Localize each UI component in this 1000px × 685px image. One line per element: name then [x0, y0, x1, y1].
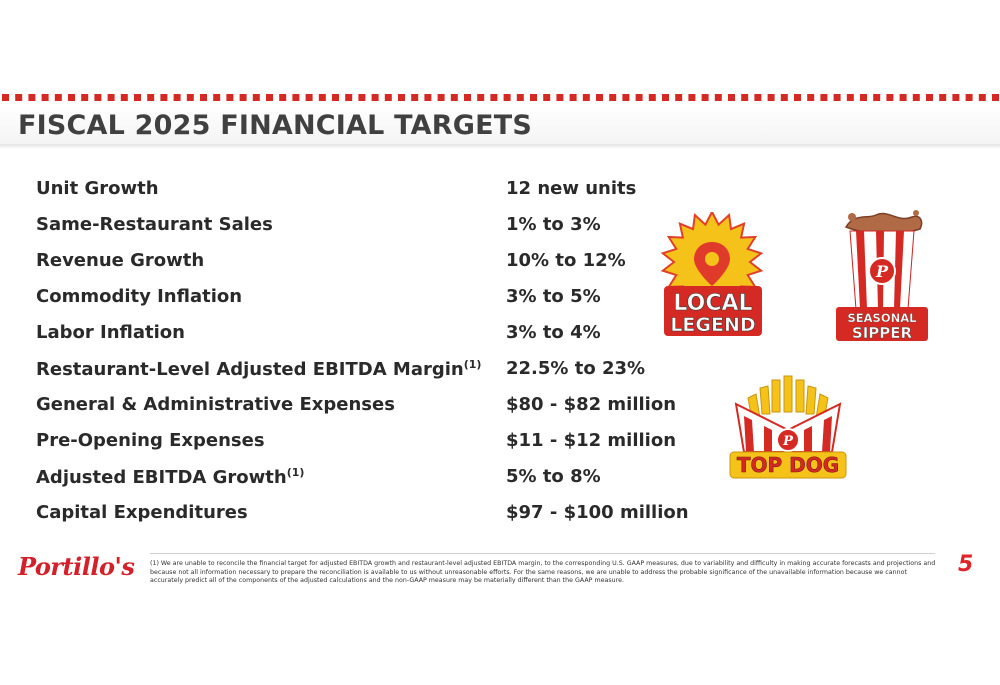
ribbon-dot	[556, 94, 563, 101]
top-dog-badge	[728, 372, 848, 482]
ribbon-dot	[438, 94, 445, 101]
header-divider	[0, 144, 1000, 146]
target-label: Unit Growth	[36, 178, 159, 199]
target-label	[36, 358, 481, 380]
ribbon-dot	[332, 94, 339, 101]
ribbon-dot	[939, 94, 946, 101]
target-label: Revenue Growth	[36, 250, 205, 271]
ribbon-dot	[517, 94, 524, 101]
target-row	[36, 352, 696, 388]
ribbon-dot	[715, 94, 722, 101]
ribbon-dot	[979, 94, 986, 101]
portillos-logo: Portillo's	[18, 552, 135, 581]
ribbon-dot	[319, 94, 326, 101]
target-row	[36, 496, 696, 532]
ribbon-dot	[583, 94, 590, 101]
ribbon-dot	[570, 94, 577, 101]
target-label: Labor Inflation	[36, 322, 185, 343]
ribbon-dot	[2, 94, 9, 101]
ribbon-dot	[675, 94, 682, 101]
ribbon-dot	[372, 94, 379, 101]
target-row	[36, 460, 696, 496]
ribbon-dot	[702, 94, 709, 101]
target-label: Capital Expenditures	[36, 502, 248, 523]
badge-text: TOP DOG	[736, 453, 840, 477]
ribbon-dot	[913, 94, 920, 101]
ribbon-dot	[55, 94, 62, 101]
target-row	[36, 424, 696, 460]
ribbon-dot	[174, 94, 181, 101]
badge-line-2: SIPPER	[851, 324, 913, 342]
footnote-marker: (1)	[463, 358, 482, 371]
ribbon-dot	[464, 94, 471, 101]
ribbon-dot	[490, 94, 497, 101]
ribbon-dot	[15, 94, 22, 101]
ribbon-dot	[279, 94, 286, 101]
crown-letter: P	[783, 434, 793, 449]
ribbon-dot	[728, 94, 735, 101]
badge-line-2: LEGEND	[670, 314, 756, 336]
badge-line-1: SEASONAL	[847, 311, 917, 325]
target-row	[36, 316, 696, 352]
target-label: General & Administrative Expenses	[36, 394, 395, 415]
ribbon-dot	[451, 94, 458, 101]
target-label	[36, 466, 304, 488]
target-row	[36, 280, 696, 316]
ribbon-dot	[134, 94, 141, 101]
badge-line-1: LOCAL	[673, 291, 753, 316]
target-value: 22.5% to 23%	[506, 358, 646, 379]
ribbon-dot	[992, 94, 999, 101]
target-value: $97 - $100 million	[506, 502, 689, 523]
ribbon-dot	[966, 94, 973, 101]
target-label: Same-Restaurant Sales	[36, 214, 273, 235]
ribbon-dot	[768, 94, 775, 101]
target-value: 10% to 12%	[506, 250, 626, 271]
target-label-text: Adjusted EBITDA Growth	[36, 467, 287, 488]
ribbon-dot	[358, 94, 365, 101]
ribbon-dot	[504, 94, 511, 101]
ribbon-dot	[398, 94, 405, 101]
ribbon-dot	[900, 94, 907, 101]
target-label-text: Restaurant-Level Adjusted EBITDA Margin	[36, 359, 464, 380]
ribbon-dot	[834, 94, 841, 101]
target-value: $11 - $12 million	[506, 430, 677, 451]
cup-icon	[846, 210, 922, 309]
target-row	[36, 388, 696, 424]
ribbon-dot	[424, 94, 431, 101]
ribbon-dot	[688, 94, 695, 101]
page-title: FISCAL 2025 FINANCIAL TARGETS	[18, 110, 533, 141]
ribbon-dot	[385, 94, 392, 101]
ribbon-dot	[28, 94, 35, 101]
ribbon-dot	[306, 94, 313, 101]
ribbon-dot	[886, 94, 893, 101]
target-label: Pre-Opening Expenses	[36, 430, 265, 451]
target-value: 3% to 4%	[506, 322, 601, 343]
target-value: 1% to 3%	[506, 214, 601, 235]
footer-divider	[150, 553, 935, 554]
ribbon-dot	[662, 94, 669, 101]
target-value: $80 - $82 million	[506, 394, 677, 415]
ribbon-dot	[609, 94, 616, 101]
ribbon-dot	[200, 94, 207, 101]
ribbon-dot	[226, 94, 233, 101]
target-label: Commodity Inflation	[36, 286, 243, 307]
ribbon-dot	[847, 94, 854, 101]
ribbon-dot	[213, 94, 220, 101]
ribbon-dot	[622, 94, 629, 101]
ribbon-dot	[94, 94, 101, 101]
dotted-ribbon	[0, 93, 1000, 103]
page-number: 5	[958, 552, 974, 577]
local-legend-badge	[652, 212, 772, 342]
target-row	[36, 172, 696, 208]
ribbon-dot	[807, 94, 814, 101]
target-value: 3% to 5%	[506, 286, 601, 307]
ribbon-dot	[292, 94, 299, 101]
target-row	[36, 244, 696, 280]
ribbon-dot	[477, 94, 484, 101]
target-value: 5% to 8%	[506, 466, 601, 487]
ribbon-dot	[741, 94, 748, 101]
ribbon-dot	[411, 94, 418, 101]
ribbon-dot	[81, 94, 88, 101]
cup-letter: P	[875, 262, 889, 281]
ribbon-dot	[794, 94, 801, 101]
ribbon-dot	[240, 94, 247, 101]
ribbon-dot	[952, 94, 959, 101]
ribbon-dot	[121, 94, 128, 101]
footnote-marker: (1)	[286, 466, 305, 479]
ribbon-dot	[42, 94, 49, 101]
ribbon-dot	[266, 94, 273, 101]
seasonal-sipper-badge	[832, 205, 932, 345]
ribbon-dot	[781, 94, 788, 101]
ribbon-dot	[873, 94, 880, 101]
ribbon-dot	[649, 94, 656, 101]
ribbon-dot	[253, 94, 260, 101]
targets-table	[36, 172, 696, 532]
footnote: (1) We are unable to reconcile the financial target for adjusted EBITDA growth and restaurant-level adjusted EBITDA margin, to the corresponding U.S. GAAP measures, due to variability and difficulty in making accurate forecasts and projections and because not all information necessary to prepare the reconciliation is available to us without unreasonable efforts. For the same reasons, we are unable to address the probable significance of the unavailable information because we cannot accurately predict all of the components of the adjusted calculations and the non-GAAP measure may be materially different than the GAAP measure.	[150, 560, 936, 585]
ribbon-dot	[160, 94, 167, 101]
ribbon-dot	[68, 94, 75, 101]
ribbon-dot	[636, 94, 643, 101]
ribbon-dot	[860, 94, 867, 101]
ribbon-dot	[147, 94, 154, 101]
ribbon-dot	[108, 94, 115, 101]
ribbon-dot	[530, 94, 537, 101]
ribbon-dot	[754, 94, 761, 101]
crown-icon	[736, 376, 840, 452]
ribbon-dot	[187, 94, 194, 101]
ribbon-dot	[820, 94, 827, 101]
target-row	[36, 208, 696, 244]
ribbon-dot	[543, 94, 550, 101]
target-value: 12 new units	[506, 178, 637, 199]
ribbon-dot	[596, 94, 603, 101]
ribbon-dot	[926, 94, 933, 101]
ribbon-dot	[345, 94, 352, 101]
